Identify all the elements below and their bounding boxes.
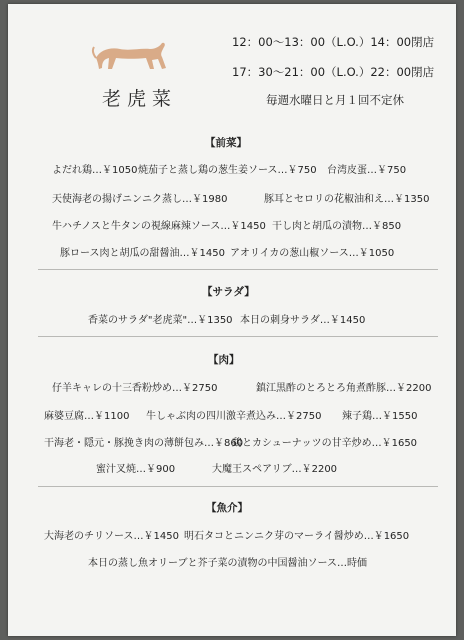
menu-item: 本日の蒸し魚オリーブと芥子菜の漬物の中国醤油ソース…時価 <box>88 558 367 569</box>
menu-item: 大海老のチリソース…￥1450 <box>44 531 179 542</box>
menu-item: よだれ鶏…￥1050 <box>52 165 138 176</box>
menu-item: 大魔王スペアリブ…￥2200 <box>212 464 338 475</box>
hours-dinner: 17：30〜21：00（L.O.）22：00閉店 <box>232 65 435 79</box>
section-title-meat: 【肉】 <box>208 354 240 366</box>
menu-item: 牛しゃぶ肉の四川激辛煮込み…￥2750 <box>146 411 322 422</box>
menu-item: 干海老・隠元・豚挽き肉の薄餅包み…￥860 <box>44 438 244 449</box>
divider <box>38 486 438 487</box>
closed-days: 毎週水曜日と月１回不定休 <box>266 93 404 107</box>
menu-item: 豚耳とセロリの花椒油和え…￥1350 <box>264 194 430 205</box>
menu-item: 台湾皮蛋…￥750 <box>327 165 407 176</box>
menu-item: 豚ロース肉と胡瓜の甜醤油…￥1450 <box>60 248 225 259</box>
menu-item: 香菜のサラダ"老虎菜"…￥1350 <box>88 315 233 326</box>
section-title-zensai: 【前菜】 <box>205 137 247 149</box>
menu-item: 麻婆豆腐…￥1100 <box>44 411 130 422</box>
menu-item: 牛ハチノスと牛タンの視線麻辣ソース…￥1450 <box>52 221 266 232</box>
divider <box>38 269 438 270</box>
menu-item: 明石タコとニンニク芽のマーライ醤炒め…￥1650 <box>184 531 410 542</box>
divider <box>38 336 438 337</box>
menu-item: 焼茄子と蒸し鶏の葱生姜ソース…￥750 <box>138 165 317 176</box>
menu-item: 鶏とカシューナッツの甘辛炒め…￥1650 <box>232 438 418 449</box>
menu-item: アオリイカの葱山椒ソース…￥1050 <box>230 248 395 259</box>
tiger-logo-icon <box>90 38 170 74</box>
menu-item: 蜜汁叉焼…￥900 <box>96 464 176 475</box>
section-title-seafood: 【魚介】 <box>206 502 248 514</box>
menu-item: 干し肉と胡瓜の漬物…￥850 <box>272 221 402 232</box>
menu-item: 仔羊キャレの十三香粉炒め…￥2750 <box>52 383 218 394</box>
logo-name: 老虎菜 <box>102 88 178 110</box>
menu-sheet <box>8 4 456 636</box>
menu-item: 本日の刺身サラダ…￥1450 <box>240 315 366 326</box>
menu-item: 鎮江黒酢のとろとろ角煮酢豚…￥2200 <box>256 383 432 394</box>
menu-item: 辣子鶏…￥1550 <box>342 411 418 422</box>
hours-lunch: 12：00〜13：00（L.O.）14：00閉店 <box>232 35 435 49</box>
menu-item: 天使海老の揚げニンニク蒸し…￥1980 <box>52 194 228 205</box>
section-title-salad: 【サラダ】 <box>202 286 255 298</box>
